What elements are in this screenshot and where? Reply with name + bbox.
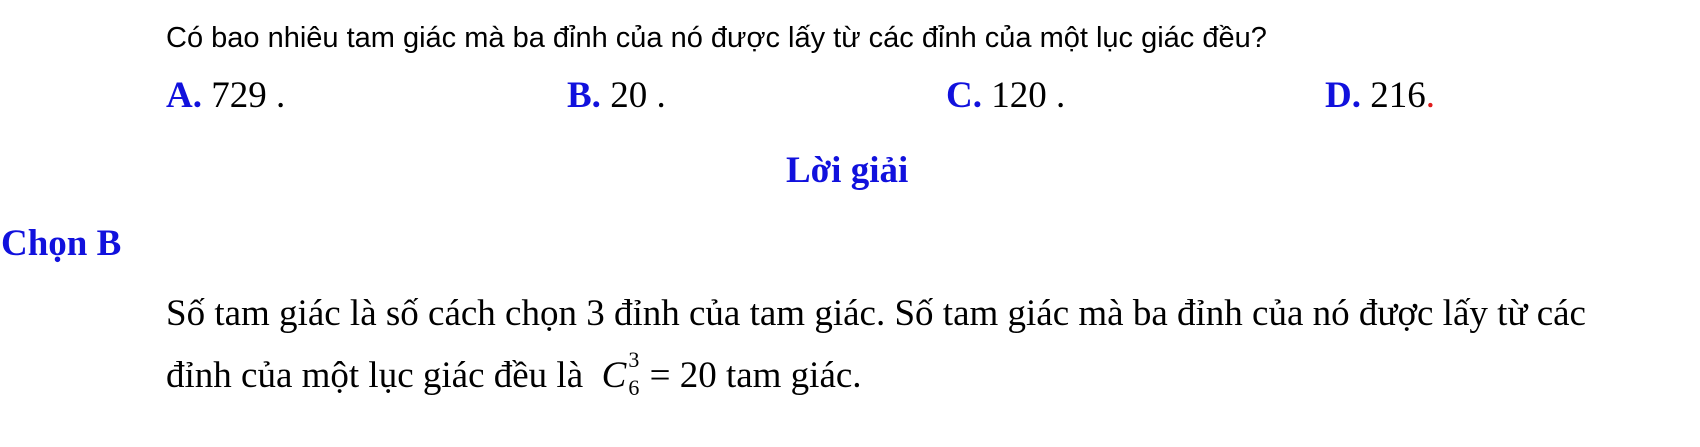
option-c[interactable]: [946, 74, 1065, 117]
option-d-suffix: .: [1425, 75, 1435, 116]
option-c-value: 120 .: [991, 75, 1066, 116]
option-b-value: 20 .: [610, 75, 666, 116]
option-d-value: 216: [1370, 75, 1426, 116]
formula-sup: 3: [628, 347, 640, 372]
formula-base: C: [601, 355, 627, 396]
formula-indices: [626, 347, 640, 400]
solution-heading: Lời giải: [786, 150, 909, 191]
option-c-letter: C.: [946, 75, 982, 116]
solution-line-2-prefix: đỉnh của một lục giác đều là: [166, 355, 584, 396]
option-a[interactable]: [166, 74, 285, 117]
option-a-value: 729 .: [211, 75, 286, 116]
combination-formula: [592, 347, 640, 400]
formula-rest: = 20: [649, 355, 717, 396]
formula-sub: 6: [628, 375, 640, 400]
option-d-letter: D.: [1325, 75, 1361, 116]
solution-line-2-suffix: tam giác.: [725, 355, 862, 396]
option-a-letter: A.: [166, 75, 202, 116]
option-d[interactable]: [1325, 74, 1435, 117]
solution-line-1: Số tam giác là số cách chọn 3 đỉnh của tam giác. Số tam giác mà ba đỉnh của nó được lấy từ các: [166, 293, 1586, 334]
chosen-answer: Chọn B: [1, 223, 122, 264]
question-text: Có bao nhiêu tam giác mà ba đỉnh của nó được lấy từ các đỉnh của một lục giác đều?: [166, 22, 1267, 54]
option-b[interactable]: [567, 74, 666, 117]
option-b-letter: B.: [567, 75, 601, 116]
solution-line-2: [166, 347, 862, 400]
